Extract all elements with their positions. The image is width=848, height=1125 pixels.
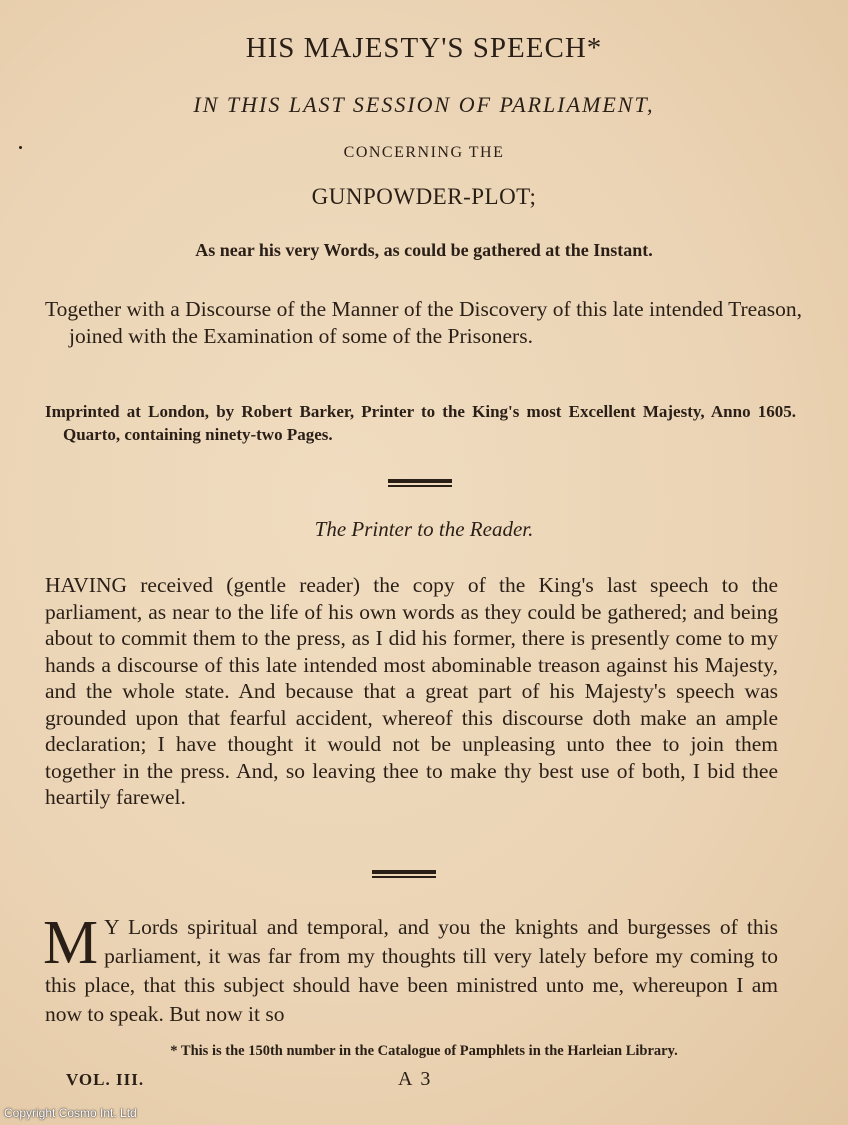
concerning-line: CONCERNING THE xyxy=(343,144,505,161)
reader-paragraph: HAVING received (gentle reader) the copy of the King's last speech to the parliament, as near to the life of his own words as they could be gathered; and being about to commit them to the press, as I did his former, there is presently come to my hands a discourse of this late intended most abominable treason against his Majesty, and the whole state. And because that a great part of his Majesty's speech was grounded upon that fearful accident, whereof this discourse doth make an ample declaration; I have thought it would not be unpleasing unto thee to join them together in the press. And, so leaving thee to make thy best use of both, I bid thee heartily farewel. xyxy=(45,573,778,809)
copyright-watermark: Copyright Cosmo Int. Ltd xyxy=(4,1106,137,1120)
near-words-line: As near his very Words, as could be gathered at the Instant. xyxy=(195,240,653,260)
page-subtitle: IN THIS LAST SESSION OF PARLIAMENT, xyxy=(193,92,655,117)
printer-heading: The Printer to the Reader. xyxy=(314,517,534,541)
imprint-paragraph: Imprinted at London, by Robert Barker, Printer to the King's most Excellent Majesty, Anno 1605. Quarto, containing ninety-two Pages. xyxy=(45,402,796,444)
footnote: * This is the 150th number in the Catalogue of Pamphlets in the Harleian Library. xyxy=(170,1043,678,1059)
volume-label: VOL. III. xyxy=(66,1070,145,1089)
drop-capital: M xyxy=(43,909,99,977)
signature-mark: A 3 xyxy=(398,1068,433,1090)
page-title: HIS MAJESTY'S SPEECH* xyxy=(245,32,603,64)
speech-text: Y Lords spiritual and temporal, and you the knights and burgesses of this parliament, it was far from my thoughts till very lately before my coming to this place, that this subject should have been ministred unto me, whereupon I am now to speak. But now it so xyxy=(45,915,778,1026)
plot-heading: GUNPOWDER-PLOT; xyxy=(311,184,537,209)
section-divider-2 xyxy=(372,870,436,879)
speech-paragraph xyxy=(43,909,778,1029)
section-divider xyxy=(388,479,452,488)
together-paragraph: Together with a Discourse of the Manner of the Discovery of this late intended Treason, joined with the Examination of some of the Prisoners. xyxy=(45,297,802,348)
